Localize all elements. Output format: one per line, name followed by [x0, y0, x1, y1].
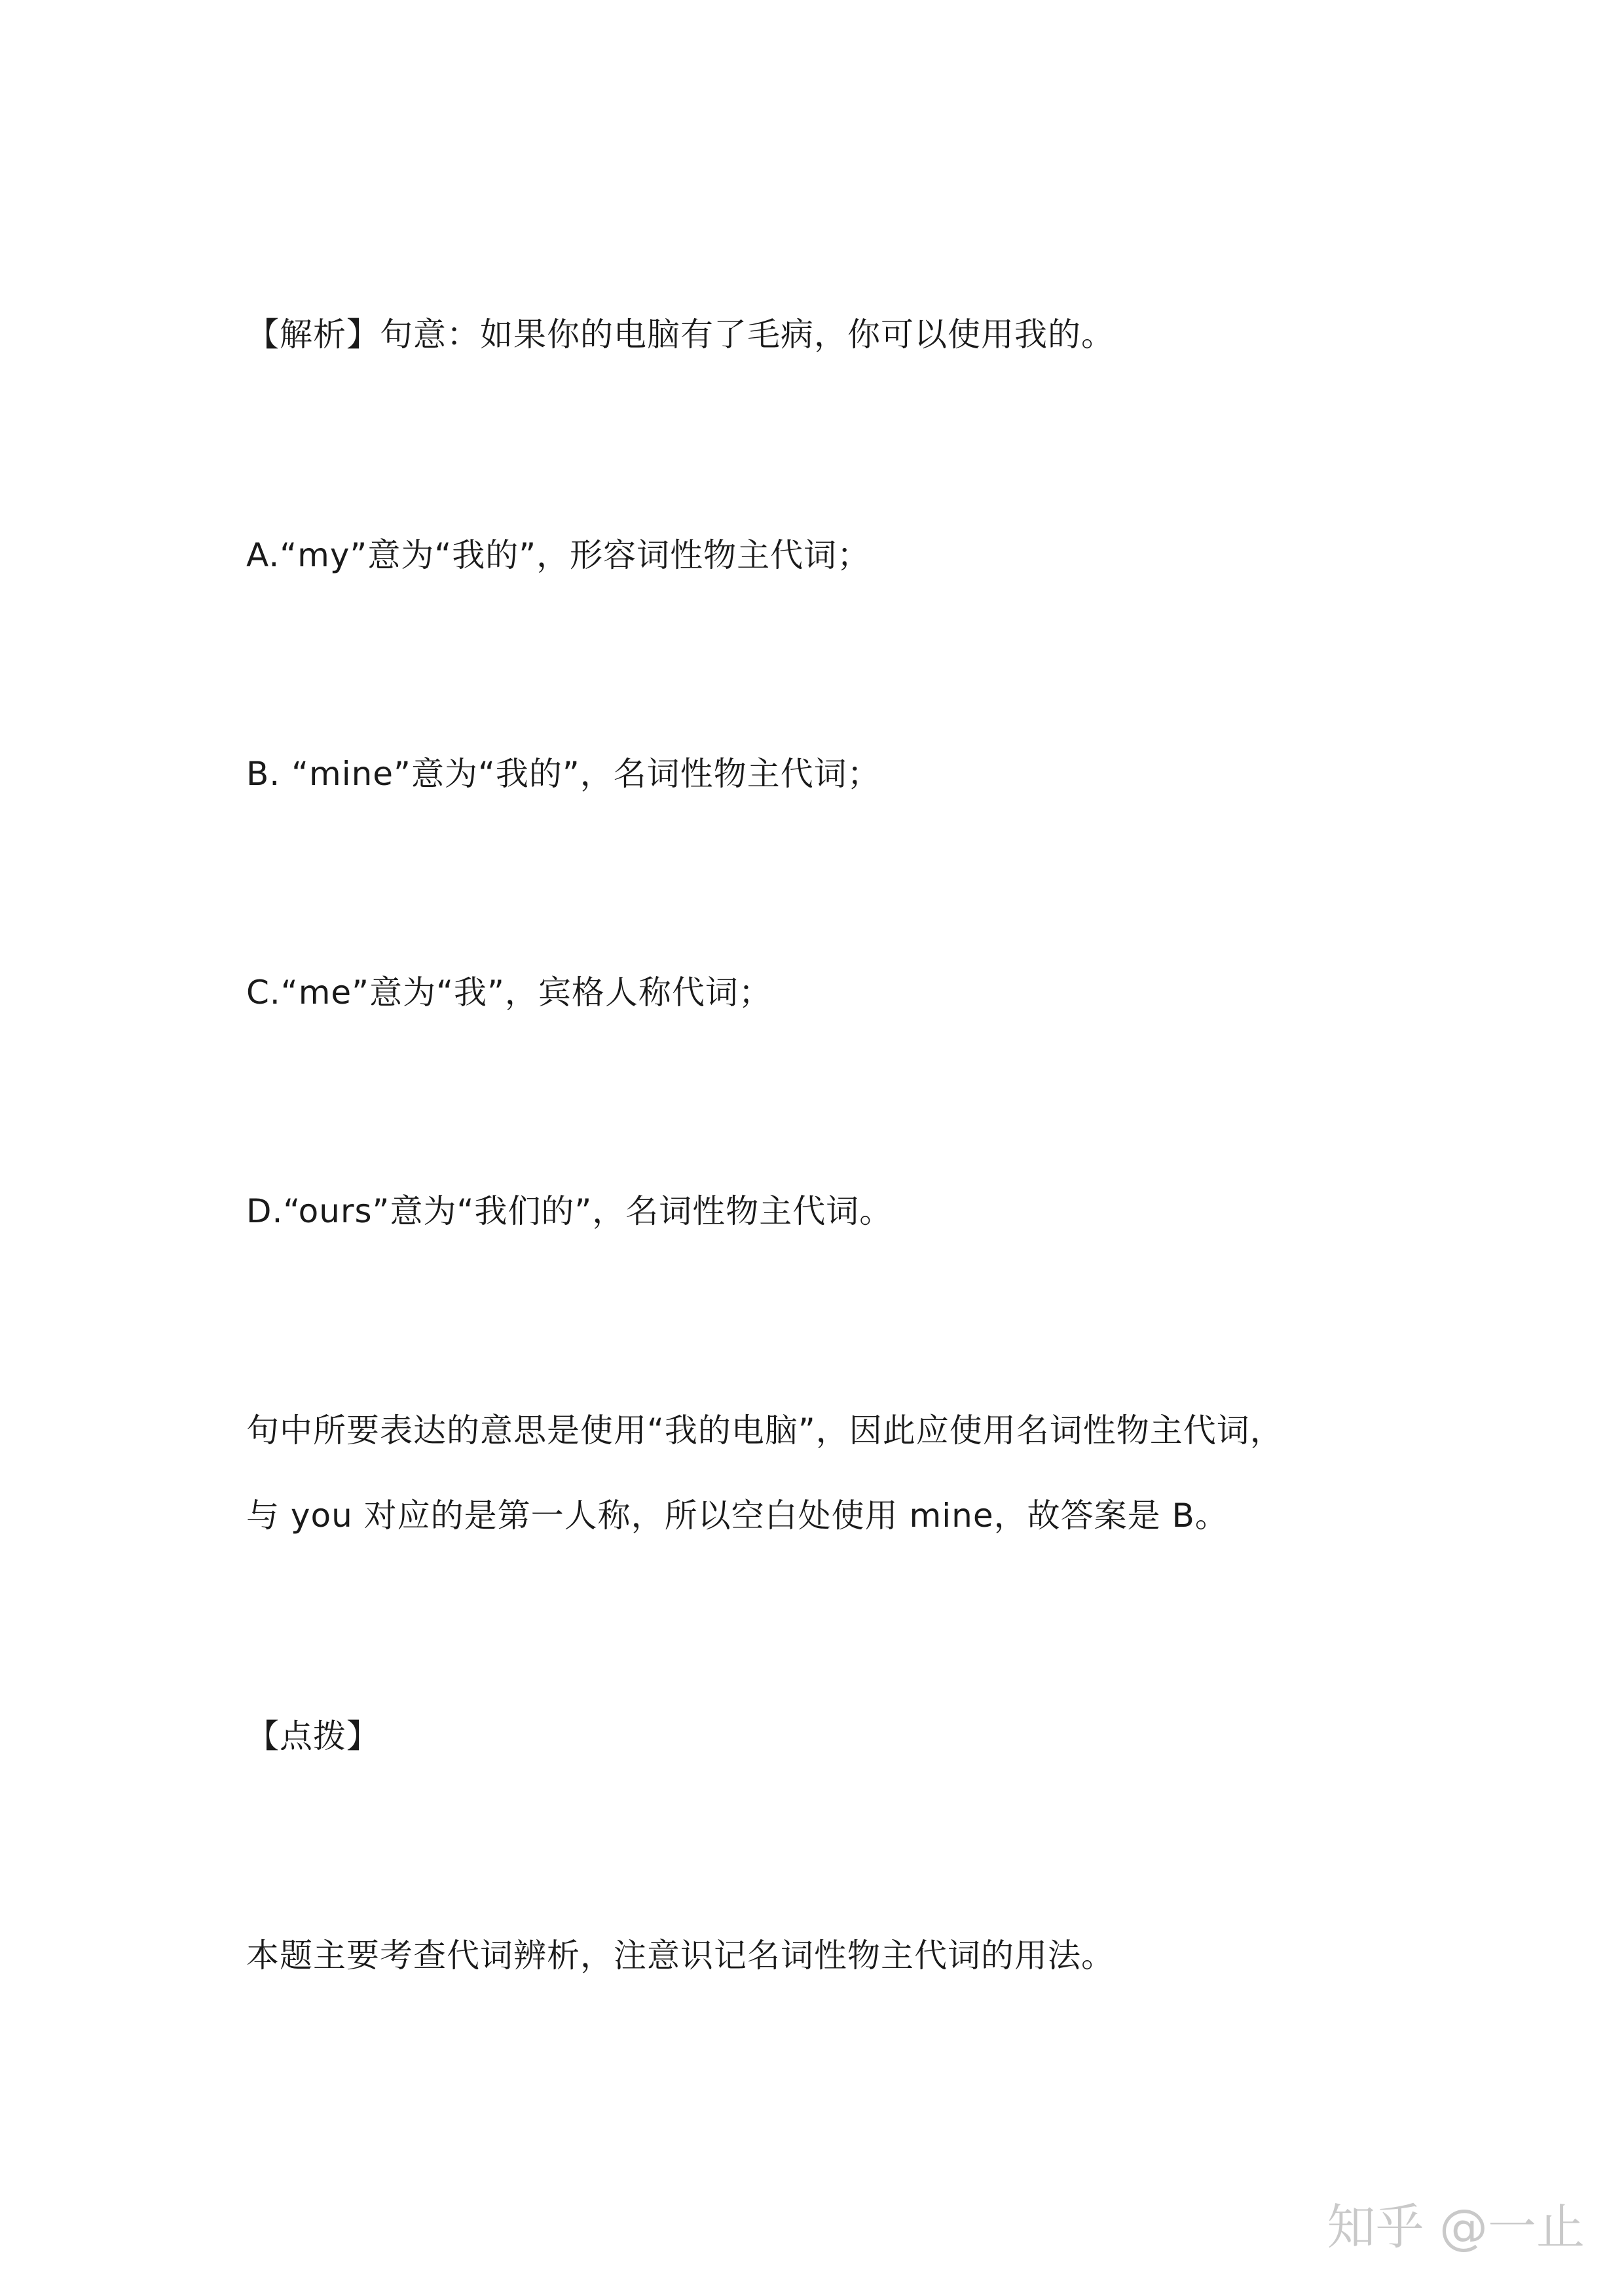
explanation-line-1: 句中所要表达的意思是使用“我的电脑”，因此应使用名词性物主代词， — [246, 1412, 1283, 1449]
explanation-line-2: 与 you 对应的是第一人称，所以空白处使用 mine，故答案是 B。 — [246, 1497, 1228, 1535]
tip-content-line: 本题主要考查代词辨析，注意识记名词性物主代词的用法。 — [246, 1937, 1115, 1975]
option-b-line: B. “mine”意为“我的”，名词性物主代词； — [246, 755, 881, 793]
tip-heading: 【点拨】 — [246, 1717, 380, 1755]
option-c-line: C.“me”意为“我”，宾格人称代词； — [246, 974, 772, 1011]
option-a-line: A.“my”意为“我的”，形容词性物主代词； — [246, 536, 871, 574]
analysis-heading-line: 【解析】句意：如果你的电脑有了毛病，你可以使用我的。 — [246, 316, 1115, 354]
option-d-line: D.“ours”意为“我们的”，名词性物主代词。 — [246, 1192, 893, 1230]
zhihu-watermark: 知乎 @一止 — [1327, 2199, 1585, 2255]
